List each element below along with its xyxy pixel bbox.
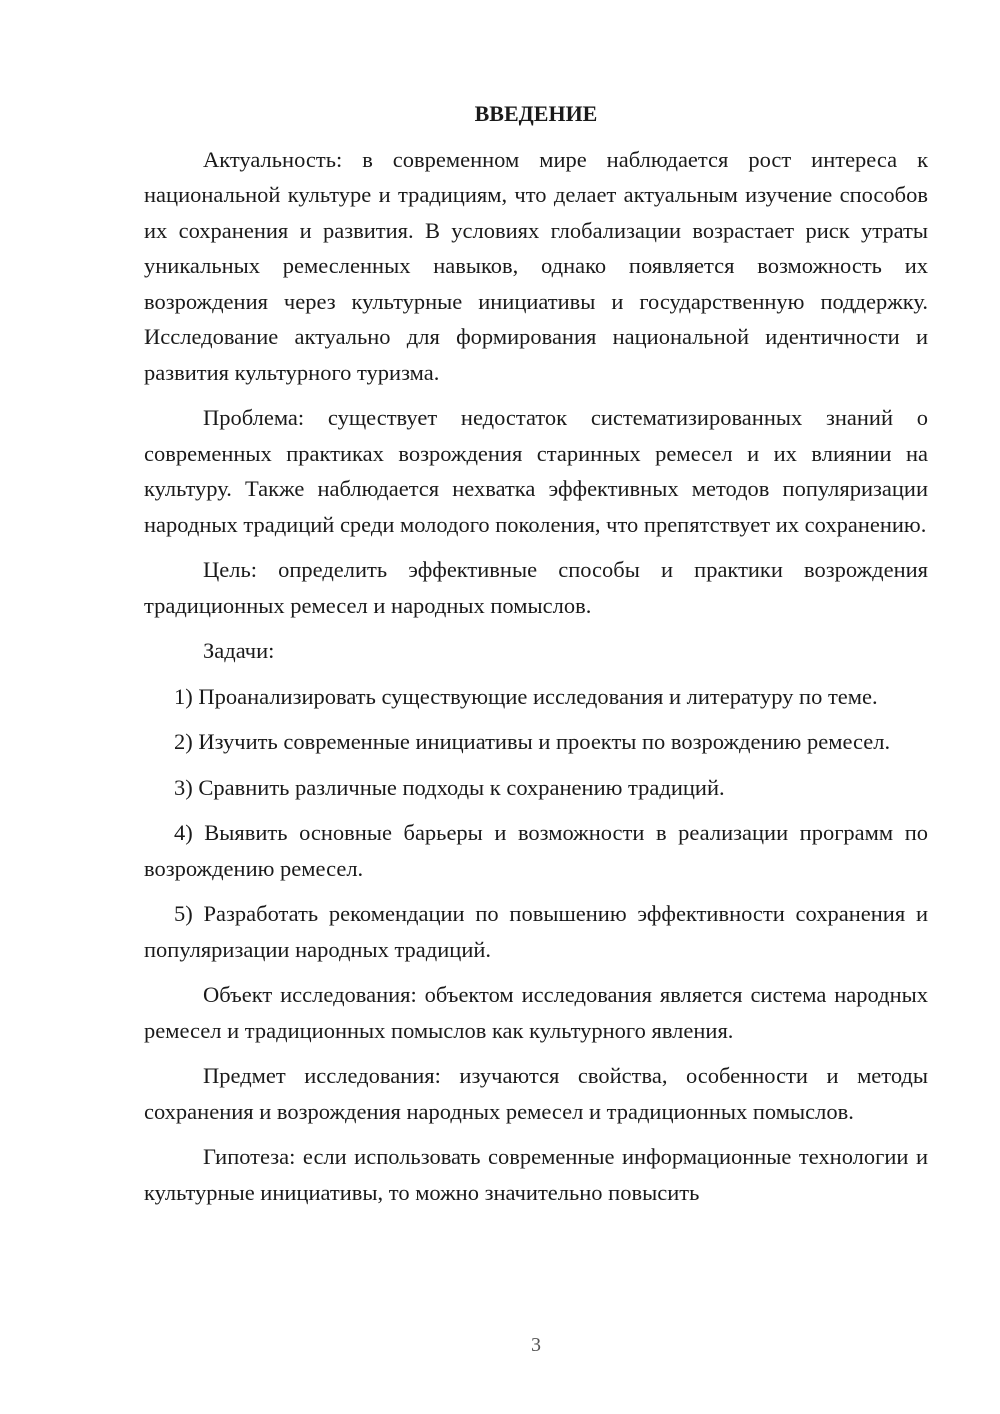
task-item: 5) Разработать рекомендации по повышению эффективности сохранения и популяризации народных традиций. xyxy=(144,901,928,962)
tasks-heading: Задачи: xyxy=(203,638,275,663)
page-number: 3 xyxy=(531,1334,541,1356)
paragraph-goal: Цель: определить эффективные способы и практики возрождения традиционных ремесел и народных помыслов. xyxy=(144,557,928,618)
task-item: 1) Проанализировать существующие исследования и литературу по теме. xyxy=(174,683,878,709)
paragraph-problem: Проблема: существует недостаток систематизированных знаний о современных практиках возрождения старинных ремесел и их влиянии на культуру. Также наблюдается нехватка эффективных методов популяризации народных традиций среди молодого поколения, что препятствует их сохранению. xyxy=(144,405,928,537)
paragraph-subject: Предмет исследования: изучаются свойства, особенности и методы сохранения и возрождения народных ремесел и традиционных помыслов. xyxy=(144,1063,928,1124)
task-item: 2) Изучить современные инициативы и проекты по возрождению ремесел. xyxy=(174,729,891,754)
task-item: 4) Выявить основные барьеры и возможности в реализации программ по возрождению ремесел. xyxy=(144,820,928,881)
paragraph-object: Объект исследования: объектом исследования является система народных ремесел и традиционных помыслов как культурного явления. xyxy=(144,982,928,1043)
paragraph-hypothesis: Гипотеза: если использовать современные информационные технологии и культурные инициативы, то можно значительно повысить xyxy=(144,1144,928,1205)
task-item: 3) Сравнить различные подходы к сохранению традиций. xyxy=(174,774,725,800)
paragraph-relevance: Актуальность: в современном мире наблюдается рост интереса к национальной культуре и традициям, что делает актуальным изучение способов их сохранения и развития. В условиях глобализации возрастает риск утраты уникальных ремесленных навыков, однако появляется возможность их возрождения через культурные инициативы и государственную поддержку. Исследование актуально для формирования национальной идентичности и развития культурного туризма. xyxy=(144,146,928,385)
page-title: ВВЕДЕНИЕ xyxy=(474,101,598,126)
document-page xyxy=(144,96,928,1220)
